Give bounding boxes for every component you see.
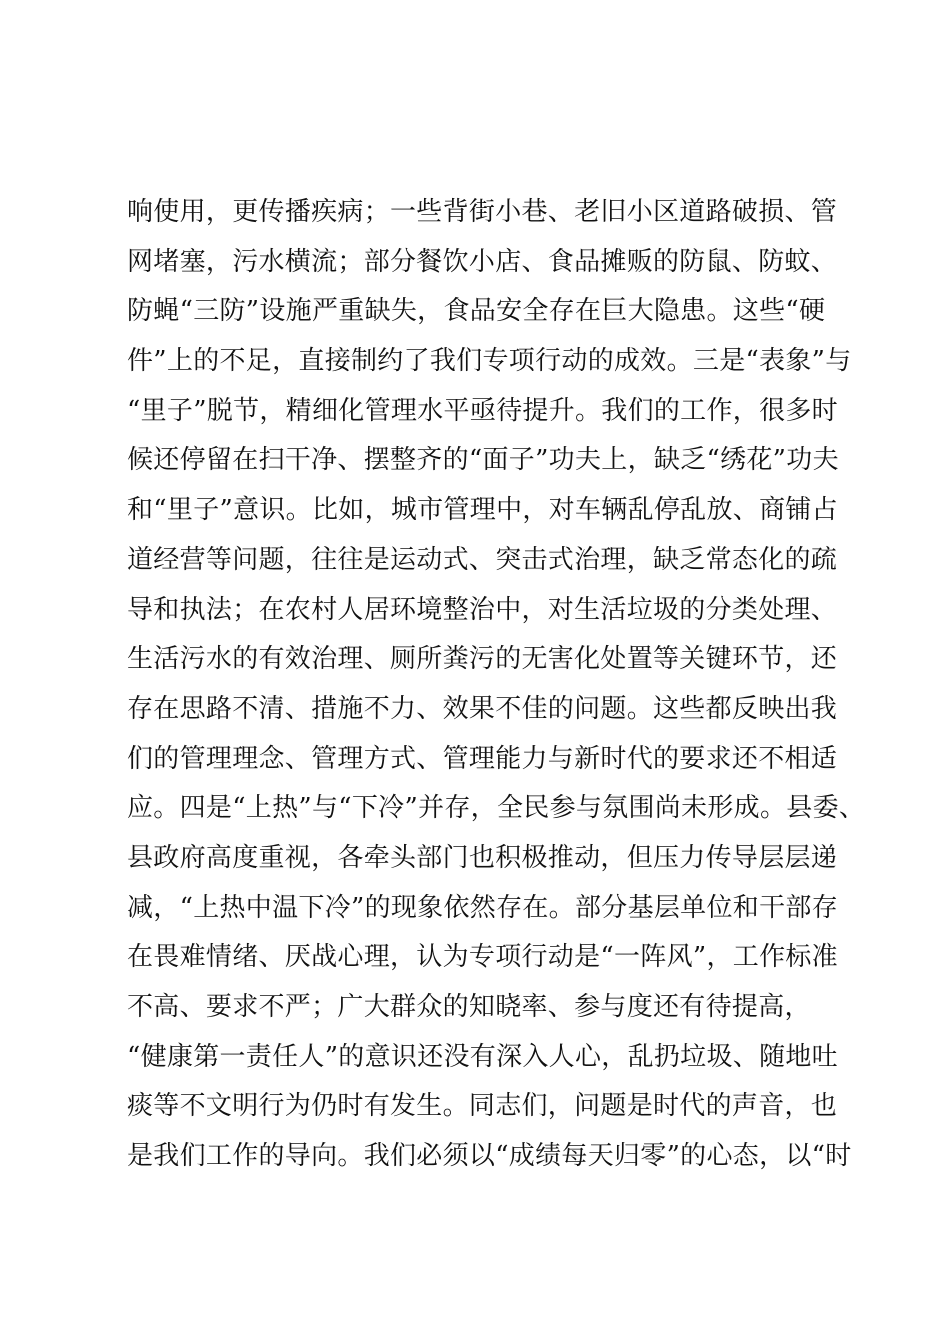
text-line: “里子”脱节，精细化管理水平亟待提升。我们的工作，很多时 xyxy=(127,395,838,426)
text-line: 道经营等问题，往往是运动式、突击式治理，缺乏常态化的疏 xyxy=(127,544,838,575)
text-line: 在畏难情绪、厌战心理，认为专项行动是“一阵风”，工作标准 xyxy=(127,942,838,973)
text-line: 导和执法；在农村人居环境整治中，对生活垃圾的分类处理、 xyxy=(127,594,838,625)
text-line: 件”上的不足，直接制约了我们专项行动的成效。三是“表象”与 xyxy=(127,346,852,377)
text-line: 网堵塞，污水横流；部分餐饮小店、食品摊贩的防鼠、防蚊、 xyxy=(127,246,838,277)
text-line: 痰等不文明行为仍时有发生。同志们，问题是时代的声音，也 xyxy=(127,1091,838,1122)
text-line: 们的管理理念、管理方式、管理能力与新时代的要求还不相适 xyxy=(127,743,838,774)
text-line: 和“里子”意识。比如，城市管理中，对车辆乱停乱放、商铺占 xyxy=(127,495,838,526)
body-text xyxy=(127,188,866,1182)
text-line: 生活污水的有效治理、厕所粪污的无害化处置等关键环节，还 xyxy=(127,644,838,675)
text-line: 候还停留在扫干净、摆整齐的“面子”功夫上，缺乏“绣花”功夫 xyxy=(127,445,839,476)
text-line: 防蝇“三防”设施严重缺失，食品安全存在巨大隐患。这些“硬 xyxy=(127,296,826,327)
text-line: 减，“上热中温下冷”的现象依然存在。部分基层单位和干部存 xyxy=(127,892,838,923)
text-line: 是我们工作的导向。我们必须以“成绩每天归零”的心态，以“时 xyxy=(127,1141,852,1172)
text-line: 应。四是“上热”与“下冷”并存，全民参与氛围尚未形成。县委、 xyxy=(127,793,866,824)
text-line: 响使用，更传播疾病；一些背街小巷、老旧小区道路破损、管 xyxy=(127,197,838,227)
text-line: “健康第一责任人”的意识还没有深入人心，乱扔垃圾、随地吐 xyxy=(127,1041,838,1072)
text-line: 存在思路不清、措施不力、效果不佳的问题。这些都反映出我 xyxy=(127,693,838,724)
text-line: 不高、要求不严；广大群众的知晓率、参与度还有待提高， xyxy=(127,992,811,1022)
text-line: 县政府高度重视，各牵头部门也积极推动，但压力传导层层递 xyxy=(127,842,838,873)
